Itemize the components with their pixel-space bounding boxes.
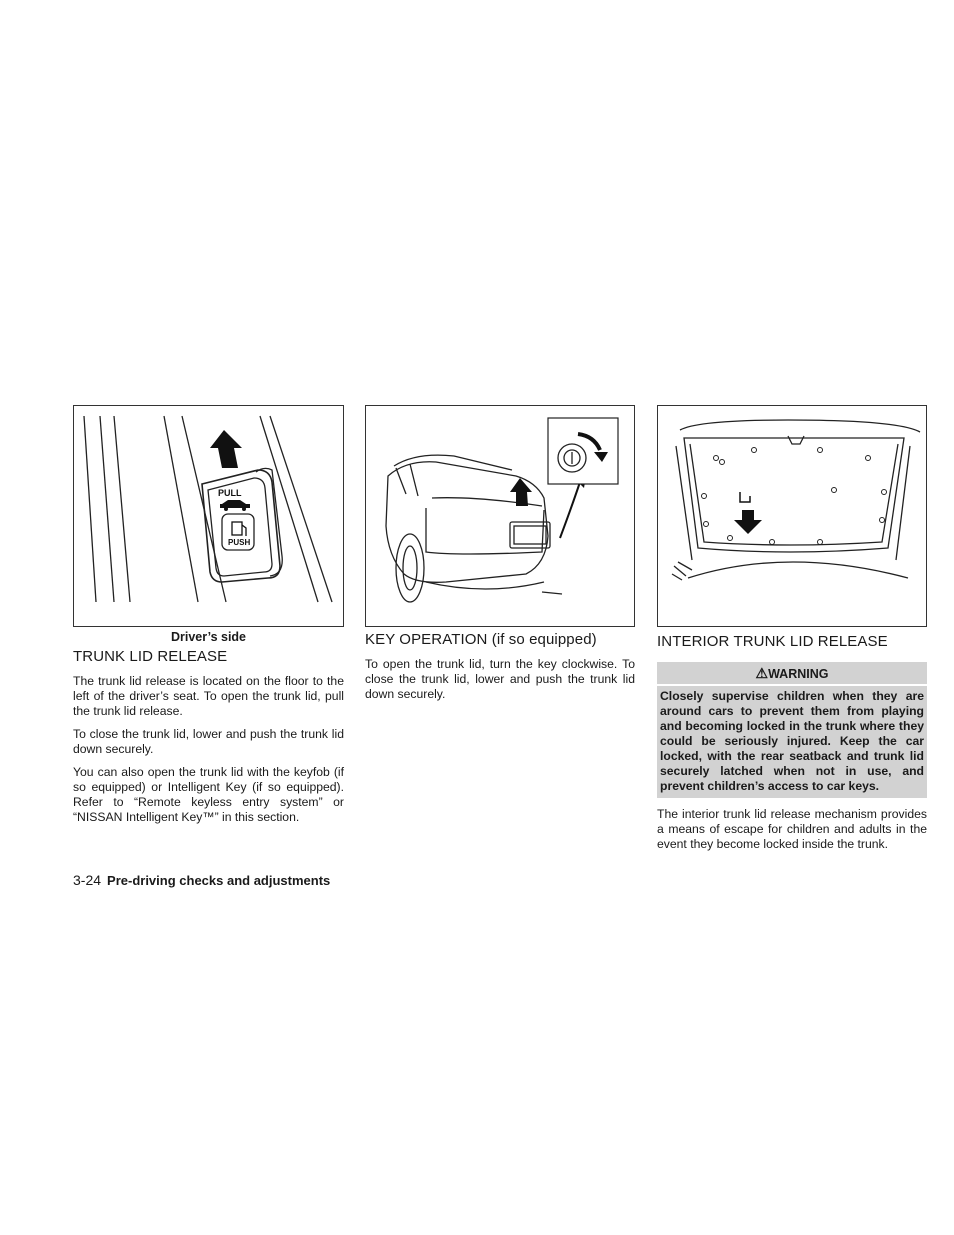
up-arrow-icon (210, 430, 242, 468)
trunk-release-lever-figure (73, 405, 344, 627)
interior-release-illustration (658, 406, 926, 626)
fuel-icon (232, 522, 246, 536)
page-footer (73, 872, 330, 888)
trunk-paragraph-2: To close the trunk lid, lower and push the trunk lid down securely. (73, 727, 344, 756)
warning-title: WARNING (768, 667, 829, 681)
key-operation-heading-suffix: (if so equipped) (491, 631, 597, 648)
key-inset (548, 418, 618, 484)
interior-release-figure (657, 405, 927, 627)
down-arrow-icon (734, 510, 762, 534)
warning-header (657, 662, 927, 684)
trunk-paragraph-3: You can also open the trunk lid with the keyfob (if so equipped) or Intelligent Key (if so equipped). Refer to “Remote keyless entry system” or “NISSAN Intelligent Key™” in this section. (73, 765, 344, 824)
key-operation-figure (365, 405, 635, 627)
car-icon (220, 500, 250, 511)
key-paragraph-1: To open the trunk lid, turn the key clockwise. To close the trunk lid, lower and push the trunk lid down securely. (365, 657, 635, 701)
pull-label: PULL (218, 488, 242, 498)
right-column (657, 405, 927, 852)
key-operation-heading (365, 631, 635, 648)
release-handle-icon (740, 492, 750, 502)
page-number: 3-24 (73, 872, 102, 888)
left-column (73, 405, 344, 825)
warning-triangle-icon: ⚠ (755, 665, 769, 681)
trunk-paragraph-1: The trunk lid release is located on the floor to the left of the driver’s seat. To open the trunk lid, pull the trunk lid release. (73, 674, 344, 718)
warning-text: Closely supervise children when they are around cars to prevent them from playing and becoming locked in the trunk where they could be seriously injured. Keep the car locked, with the rear seatback and trunk lid securely latched when not in use, and prevent children’s access to car keys. (657, 686, 927, 798)
push-label: PUSH (228, 538, 251, 547)
section-title: Pre-driving checks and adjustments (107, 873, 331, 888)
interior-paragraph-1: The interior trunk lid release mechanism provides a means of escape for children and adults in the event they become locked inside the trunk. (657, 807, 927, 851)
callout-arrow-icon (560, 482, 580, 538)
figure-caption: Driver’s side (170, 630, 247, 644)
middle-column (365, 405, 635, 702)
interior-release-heading: INTERIOR TRUNK LID RELEASE (657, 633, 888, 650)
trunk-release-lever-illustration (74, 406, 343, 626)
trunk-lid-release-heading: TRUNK LID RELEASE (73, 648, 228, 665)
key-operation-illustration (366, 406, 634, 626)
key-operation-heading-text: KEY OPERATION (365, 631, 488, 648)
